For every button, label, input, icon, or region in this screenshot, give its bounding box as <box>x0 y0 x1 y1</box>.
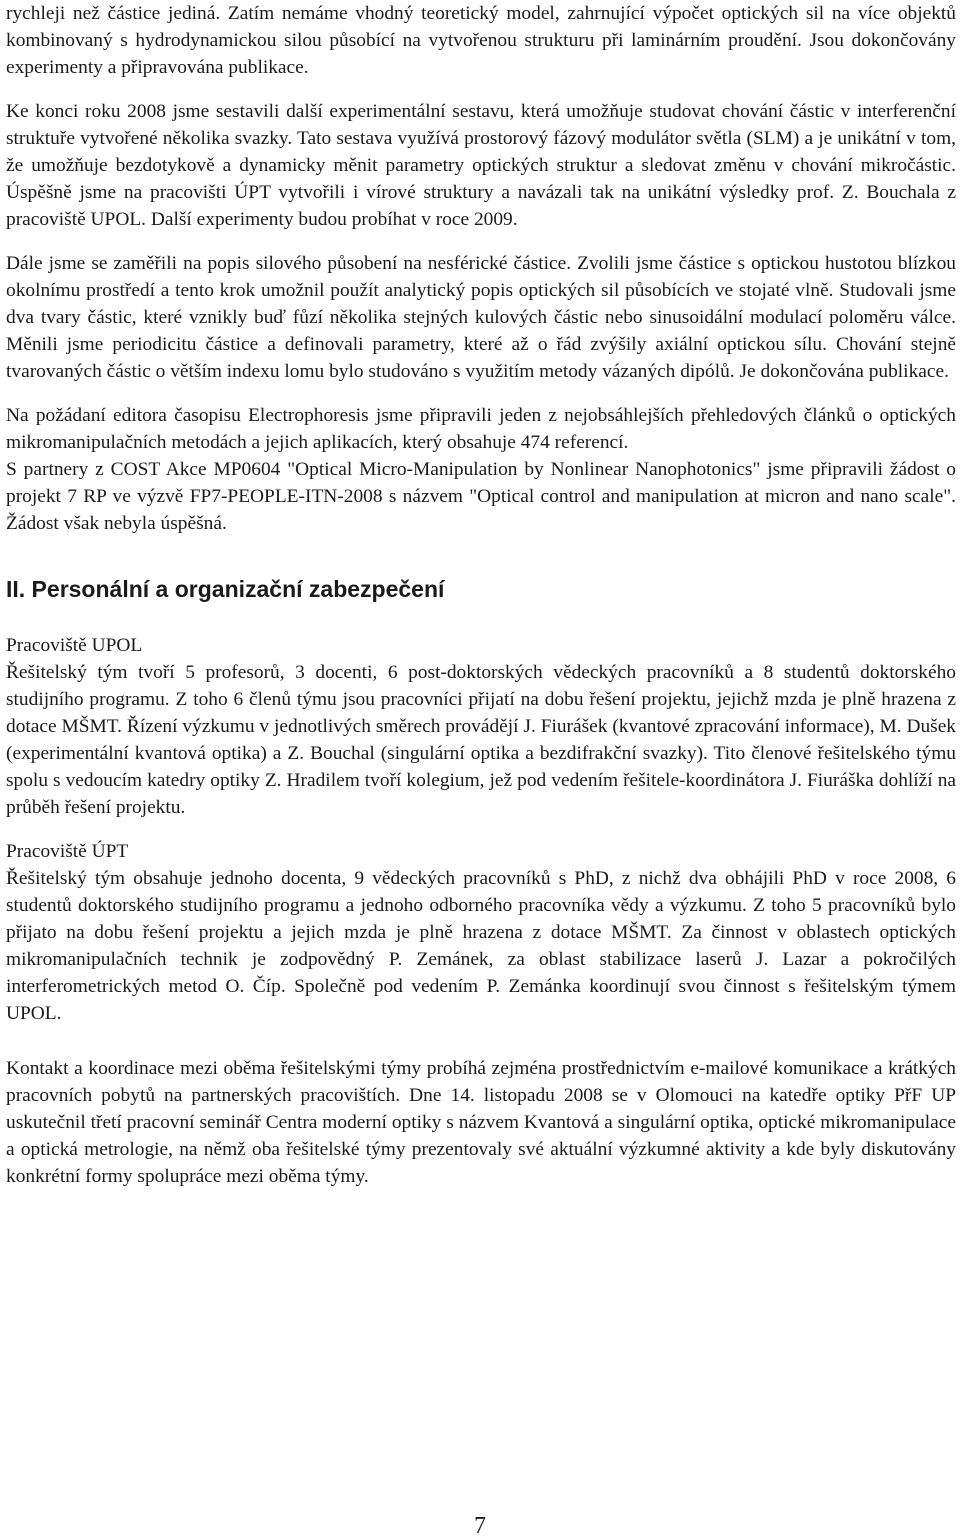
document-page <box>6 0 956 1190</box>
paragraph-slm-experiment: Ke konci roku 2008 jsme sestavili další experimentální sestavu, která umožňuje studovat chování částic v interferenční struktuře vytvořené několika svazky. Tato sestava využívá prostorový fázový modulátor světla (SLM) a je unikátní v tom, že umožňuje bezdotykově a dynamicky měnit parametry optických struktur a sledovat změnu v chování mikročástic. Úspěšně jsme na pracovišti ÚPT vytvořili i vírové struktury a navázali tak na unikátní výsledky prof. Z. Bouchala z pracoviště UPOL. Další experimenty budou probíhat v roce 2009. <box>6 101 956 230</box>
paragraph-nonspherical-particles: Dále jsme se zaměřili na popis silového působení na nesférické částice. Zvolili jsme částice s optickou hustotou blízkou okolnímu prostředí a tento krok umožnil použít analytický popis optických sil působících ve stojaté vlně. Studovali jsme dva tvary částic, které vznikly buď fůzí několika stejných kulových částic nebo sinusoidální modulací poloměru válce. Měnili jsme periodicitu částice a definovali parametry, které až o řád zvýšily axiální optickou sílu. Chování stejně tvarovaných částic o větším indexu lomu bylo studováno s využitím metody vázaných dipólů. Je dokončována publikace. <box>6 253 956 382</box>
subheading-upt: Pracoviště ÚPT <box>6 841 129 862</box>
paragraph-cost-proposal: S partnery z COST Akce MP0604 "Optical Micro-Manipulation by Nonlinear Nanophotonics" jsme připravili žádost o projekt 7 RP ve výzvě FP7-PEOPLE-ITN-2008 s názvem "Optical control and manipulation at micron and nano scale". Žádost však nebyla úspěšná. <box>6 459 956 534</box>
paragraph-optical-forces-summary: rychleji než částice jediná. Zatím nemáme vhodný teoretický model, zahrnující výpočet optických sil na více objektů kombinovaný s hydrodynamickou silou působící na vytvořenou strukturu při laminárním proudění. Jsou dokončovány experimenty a připravována publikace. <box>6 3 956 78</box>
page-number: 7 <box>474 1513 486 1539</box>
paragraph-upol-team: Řešitelský tým tvoří 5 profesorů, 3 docenti, 6 post-doktorských vědeckých pracovníků a 8 studentů doktorského studijního programu. Z toho 6 členů týmu jsou pracovníci přijatí na dobu řešení projektu, jejichž mzda je plně hrazena z dotace MŠMT. Řízení výzkumu v jednotlivých směrech provádějí J. Fiurášek (kvantové zpracování informace), M. Dušek (experimentální kvantová optika) a Z. Bouchal (singulární optika a bezdifrakční svazky). Tito členové řešitelského týmu spolu s vedoucím katedry optiky Z. Hradilem tvoří kolegium, jež pod vedením řešitele-koordinátora J. Fiuráška dohlíží na průběh řešení projektu. <box>6 662 956 818</box>
subheading-upol: Pracoviště UPOL <box>6 635 143 656</box>
paragraph-electrophoresis-review: Na požádaní editora časopisu Electrophoresis jsme připravili jeden z nejobsáhlejších přehledových článků o optických mikromanipulačních metodách a jejich aplikacích, který obsahuje 474 referencí. <box>6 405 956 453</box>
section-heading: II. Personální a organizační zabezpečení <box>6 576 445 602</box>
paragraph-upt-team: Řešitelský tým obsahuje jednoho docenta, 9 vědeckých pracovníků s PhD, z nichž dva obhájili PhD v roce 2008, 6 studentů doktorského studijního programu a jednoho odborného pracovníka vědy a výzkumu. Z toho 5 pracovníků bylo přijato na dobu řešení projektu a jejich mzda je plně hrazena z dotace MŠMT. Za činnost v oblastech optických mikromanipulačních technik je zodpovědný P. Zemánek, za oblast stabilizace laserů J. Lazar a pokročilých interferometrických metod O. Číp. Společně pod vedením P. Zemánka koordinují svou činnost s řešitelským týmem UPOL. <box>6 868 956 1024</box>
paragraph-contact-coordination: Kontakt a koordinace mezi oběma řešitelskými týmy probíhá zejména prostřednictvím e-mailové komunikace a krátkých pracovních pobytů na partnerských pracovištích. Dne 14. listopadu 2008 se v Olomouci na katedře optiky PřF UP uskutečnil třetí pracovní seminář Centra moderní optiky s názvem Kvantová a singulární optika, optické mikromanipulace a optická metrologie, na němž oba řešitelské týmy prezentovaly své aktuální výzkumné aktivity a kde byly diskutovány konkrétní formy spolupráce mezi oběma týmy. <box>6 1058 956 1187</box>
